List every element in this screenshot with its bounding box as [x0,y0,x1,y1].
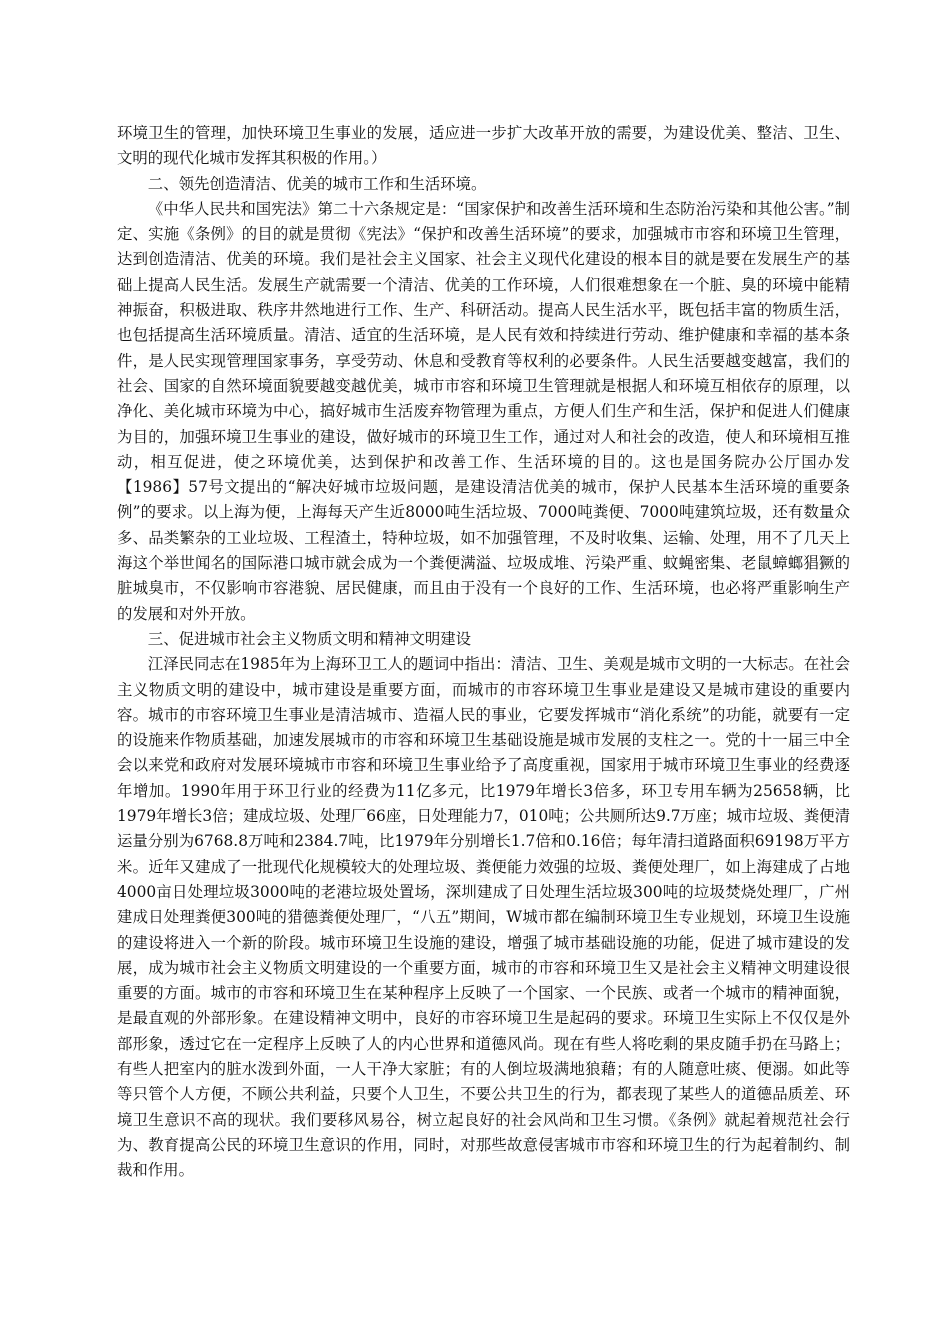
section-heading-three: 三、促进城市社会主义物质文明和精神文明建设 [147,629,472,648]
section-heading-two: 二、领先创造清洁、优美的城市工作和生活环境。 [147,174,487,193]
document-body [117,121,850,1183]
paragraph-constitution: 《中华人民共和国宪法》第二十六条规定是：“国家保护和改善生活环境和生态防治污染和其他公害。”制定、实施《条例》的目的就是贯彻《宪法》“保护和改善生活环境”的要求，加强城市市容和环境卫生管理，达到创造清洁、优美的环境。我们是社会主义国家、社会主义现代化建设的根本目的就是要在发展生产的基础上提高人民生活。发展生产就需要一个清洁、优美的工作环境，人们很难想象在一个脏、臭的环境中能精神振奋，积极进取、秩序井然地进行工作、生产、科研活动。提高人民生活水平，既包括丰富的物质生活，也包括提高生活环境质量。清洁、适宜的生活环境，是人民有效和持续进行劳动、维护健康和幸福的基本条件，是人民实现管理国家事务，享受劳动、休息和受教育等权利的必要条件。人民生活要越变越富，我们的社会、国家的自然环境面貌要越变越优美，城市市容和环境卫生管理就是根据人和环境互相依存的原理，以净化、美化城市环境为中心，搞好城市生活废弃物管理为重点，方便人们生产和生活，保护和促进人们健康为目的，加强环境卫生事业的建设，做好城市的环境卫生工作，通过对人和社会的改造，使人和环境相互推动，相互促进，使之环境优美，达到保护和改善工作、生活环境的目的。这也是国务院办公厅国办发【1986】57号文提出的“解决好城市垃圾问题，是建设清洁优美的城市，保护人民基本生活环境的重要条例”的要求。以上海为便，上海每天产生近8000吨生活垃圾、7000吨粪便、7000吨建筑垃圾，还有数量众多、品类繁杂的工业垃圾、工程渣土，特种垃圾，如不加强管理，不及时收集、运输、处理，用不了几天上海这个举世闻名的国际港口城市就会成为一个粪便满溢、垃圾成堆、污染严重、蚊蝇密集、老鼠蟑螂猖獗的脏城臭市，不仅影响市容港貌、居民健康，而且由于没有一个良好的工作、生活环境，也必将严重影响生产的发展和对外开放。 [117,199,850,623]
paragraph-continuation: 环境卫生的管理，加快环境卫生事业的发展，适应进一步扩大改革开放的需要，为建设优美、整洁、卫生、文明的现代化城市发挥其积极的作用。） [117,124,850,168]
paragraph-civilization: 江泽民同志在1985年为上海环卫工人的题词中指出：清洁、卫生、美观是城市文明的一大标志。在社会主义物质文明的建设中，城市建设是重要方面，而城市的市容环境卫生事业是建设又是城市建设的重要内容。城市的市容环境卫生事业是清洁城市、造福人民的事业，它要发挥城市“消化系统”的功能，就要有一定的设施来作物质基础，加速发展城市的市容和环境卫生基础设施是城市发展的支柱之一。党的十一届三中全会以来党和政府对发展环境城市市容和环境卫生事业给予了高度重视，国家用于城市环境卫生事业的经费逐年增加。1990年用于环卫行业的经费为11亿多元，比1979年增长3倍多，环卫专用车辆为25658辆，比1979年增长3倍；建成垃圾、处理厂66座，日处理能力7，010吨；公共厕所达9.7万座；城市垃圾、粪便清运量分别为6768.8万吨和2384.7吨，比1979年分别增长1.7倍和0.16倍；每年清扫道路面积69198万平方米。近年又建成了一批现代化规模较大的处理垃圾、粪便能力效强的垃圾、粪便处理厂，如上海建成了占地4000亩日处理垃圾3000吨的老港垃圾处置场，深圳建成了日处理生活垃圾300吨的垃圾焚烧处理厂，广州建成日处理粪便300吨的猎德粪便处理厂，“八五”期间，W城市都在编制环境卫生专业规划，环境卫生设施的建设将进入一个新的阶段。城市环境卫生设施的建设，增强了城市基础设施的功能，促进了城市建设的发展，成为城市社会主义物质文明建设的一个重要方面，城市的市容和环境卫生又是社会主义精神文明建设很重要的方面。城市的市容和环境卫生在某种程序上反映了一个国家、一个民族、或者一个城市的精神面貌，是最直观的外部形象。在建设精神文明中，良好的市容环境卫生是起码的要求。环境卫生实际上不仅仅是外部形象，透过它在一定程序上反映了人的内心世界和道德风尚。现在有些人将吃剩的果皮随手扔在马路上；有些人把室内的脏水泼到外面，一人干净大家脏；有的人倒垃圾满地狼藉；有的人随意吐痰、便溺。如此等等只管个人方便，不顾公共利益，只要个人卫生，不要公共卫生的行为，都表现了某些人的道德品质差、环境卫生意识不高的现状。我们要移风易谷，树立起良好的社会风尚和卫生习惯。《条例》就起着规范社会行为、教育提高公民的环境卫生意识的作用，同时，对那些故意侵害城市市容和环境卫生的行为起着制约、制裁和作用。 [117,655,850,1180]
